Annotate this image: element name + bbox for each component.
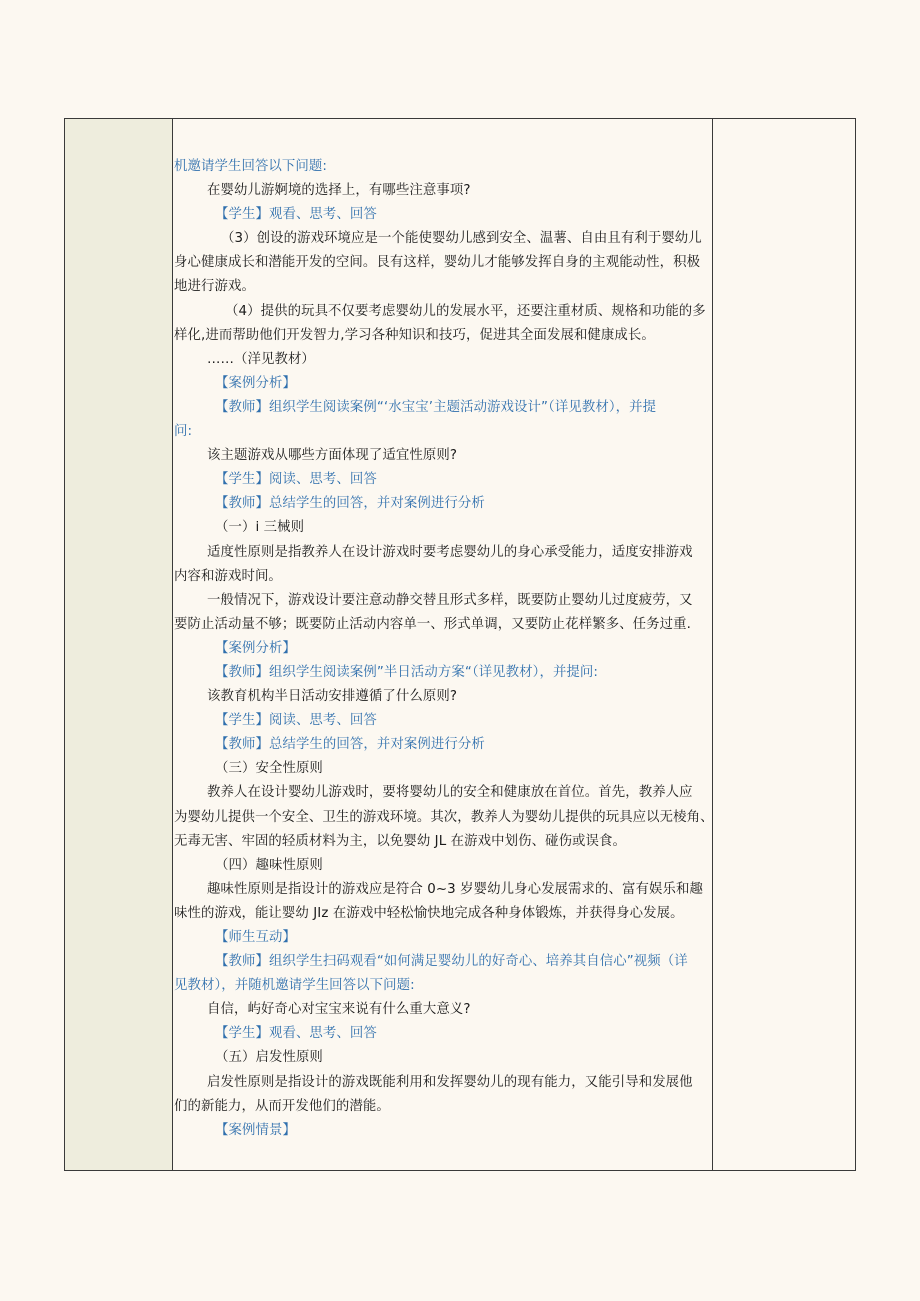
- body-text-line: ……（洋见教材）: [207, 351, 315, 367]
- body-text-line: 身心健康成长和潜能开发的空间。艮有这样，婴幼儿才能够发挥自身的主观能动性，积极: [174, 255, 701, 271]
- body-text-line: 在婴幼儿游婀境的选择上，有哪些注意事项?: [207, 183, 471, 199]
- right-column-cell: [712, 119, 855, 1170]
- highlighted-text-line: 见教材），并随机邀请学生回答以下问题:: [174, 978, 415, 994]
- body-text-line: 地进行游戏。: [174, 279, 255, 295]
- body-text-line: （五）启发性原则: [215, 1050, 323, 1066]
- body-text-line: 该主题游戏从哪些方面体现了适宜性原则?: [207, 448, 458, 464]
- body-text-line: （4）提供的玩具不仅要考虑婴幼儿的发展水平，还要注重材质、规格和功能的多: [225, 303, 706, 319]
- highlighted-text-line: 【教师】总结学生的回答，并对案例进行分析: [215, 496, 485, 512]
- body-text-line: 自信，屿好奇心对宝宝来说有什么重大意义?: [207, 1002, 471, 1018]
- body-text-line: 一般情况下，游戏设计要注意动静交替且形式多样，既要防止婴幼儿过度疲劳，又: [207, 592, 693, 608]
- body-text-line: 为婴幼儿提供一个安全、卫生的游戏环境。其次，教养人为婴幼儿提供的玩具应以无棱角、: [174, 809, 714, 825]
- content-lines: [173, 155, 714, 1143]
- body-text-line: 样化,进而帮助他们开发智力,学习各种知识和技巧，促进其全面发展和健康成长。: [174, 327, 655, 343]
- highlighted-text-line: 【案例情景】: [215, 1122, 296, 1138]
- body-text-line: 内容和游戏时间。: [174, 568, 282, 584]
- highlighted-text-line: 机邀请学生回答以下问题:: [174, 159, 328, 174]
- highlighted-text-line: 【教师】组织学生阅读案例“‘水宝宝’主题活动游戏设计”（详见教材），并提: [215, 399, 657, 415]
- body-text-line: （三）安全性原则: [215, 761, 323, 777]
- left-column-cell: [65, 119, 173, 1170]
- body-text-line: 味性的游戏，能让婴幼 JIz 在游戏中轻松愉快地完成各种身体锻炼，并获得身心发展。: [174, 905, 684, 921]
- body-text-line: （一）i 三械则: [215, 520, 305, 536]
- highlighted-text-line: 【师生互动】: [215, 930, 296, 945]
- highlighted-text-line: 【案例分析】: [215, 640, 296, 656]
- highlighted-text-line: 问:: [174, 424, 193, 440]
- body-text-line: 教养人在设计婴幼儿游戏时，要将婴幼儿的安全和健康放在首位。首先，教养人应: [207, 785, 693, 801]
- body-text-line: （四）趣味性原则: [215, 857, 323, 873]
- body-text-line: 们的新能力，从而开发他们的潜能。: [174, 1098, 390, 1114]
- highlighted-text-line: 【教师】总结学生的回答，并对案例进行分析: [215, 737, 485, 753]
- highlighted-text-line: 【学生】阅读、思考、回答: [215, 713, 377, 729]
- highlighted-text-line: 【教师】组织学生阅读案例”半日活动方案“（详见教材），并提问:: [215, 664, 599, 680]
- body-text-line: 该教育机构半日活动安排遵循了什么原则?: [207, 689, 458, 705]
- body-text-line: 启发性原则是指设计的游戏既能利用和发挥婴幼儿的现有能力，又能引导和发展他: [207, 1074, 693, 1090]
- highlighted-text-line: 【学生】阅读、思考、回答: [215, 472, 377, 488]
- body-text-line: 要防止活动量不够；既要防止活动内容单一、形式单调，又要防止花样繁多、任务过重.: [174, 616, 691, 632]
- body-text-line: （3）创设的游戏环境应是一个能使婴幼儿感到安全、温薯、自由且有利于婴幼儿: [221, 231, 702, 247]
- body-text-line: 趣味性原则是指设计的游戏应是符合 0~3 岁婴幼儿身心发展需求的、富有娱乐和趣: [207, 881, 703, 897]
- highlighted-text-line: 【案例分析】: [215, 375, 296, 391]
- content-column-cell: [173, 119, 714, 1170]
- body-text-line: 适度性原则是指教养人在设计游戏时要考虑婴幼儿的身心承受能力，适度安排游戏: [207, 544, 693, 560]
- highlighted-text-line: 【学生】观看、思考、回答: [215, 1026, 377, 1042]
- lesson-table: [64, 118, 856, 1171]
- body-text-line: 无毒无害、牢固的轻质材料为主，以免婴幼 JL 在游戏中划伤、碰伤或误食。: [174, 833, 627, 849]
- highlighted-text-line: 【教师】组织学生扫码观看“如何满足婴幼儿的好奇心、培养其自信心”视频（详: [215, 954, 688, 970]
- highlighted-text-line: 【学生】观看、思考、回答: [215, 207, 377, 223]
